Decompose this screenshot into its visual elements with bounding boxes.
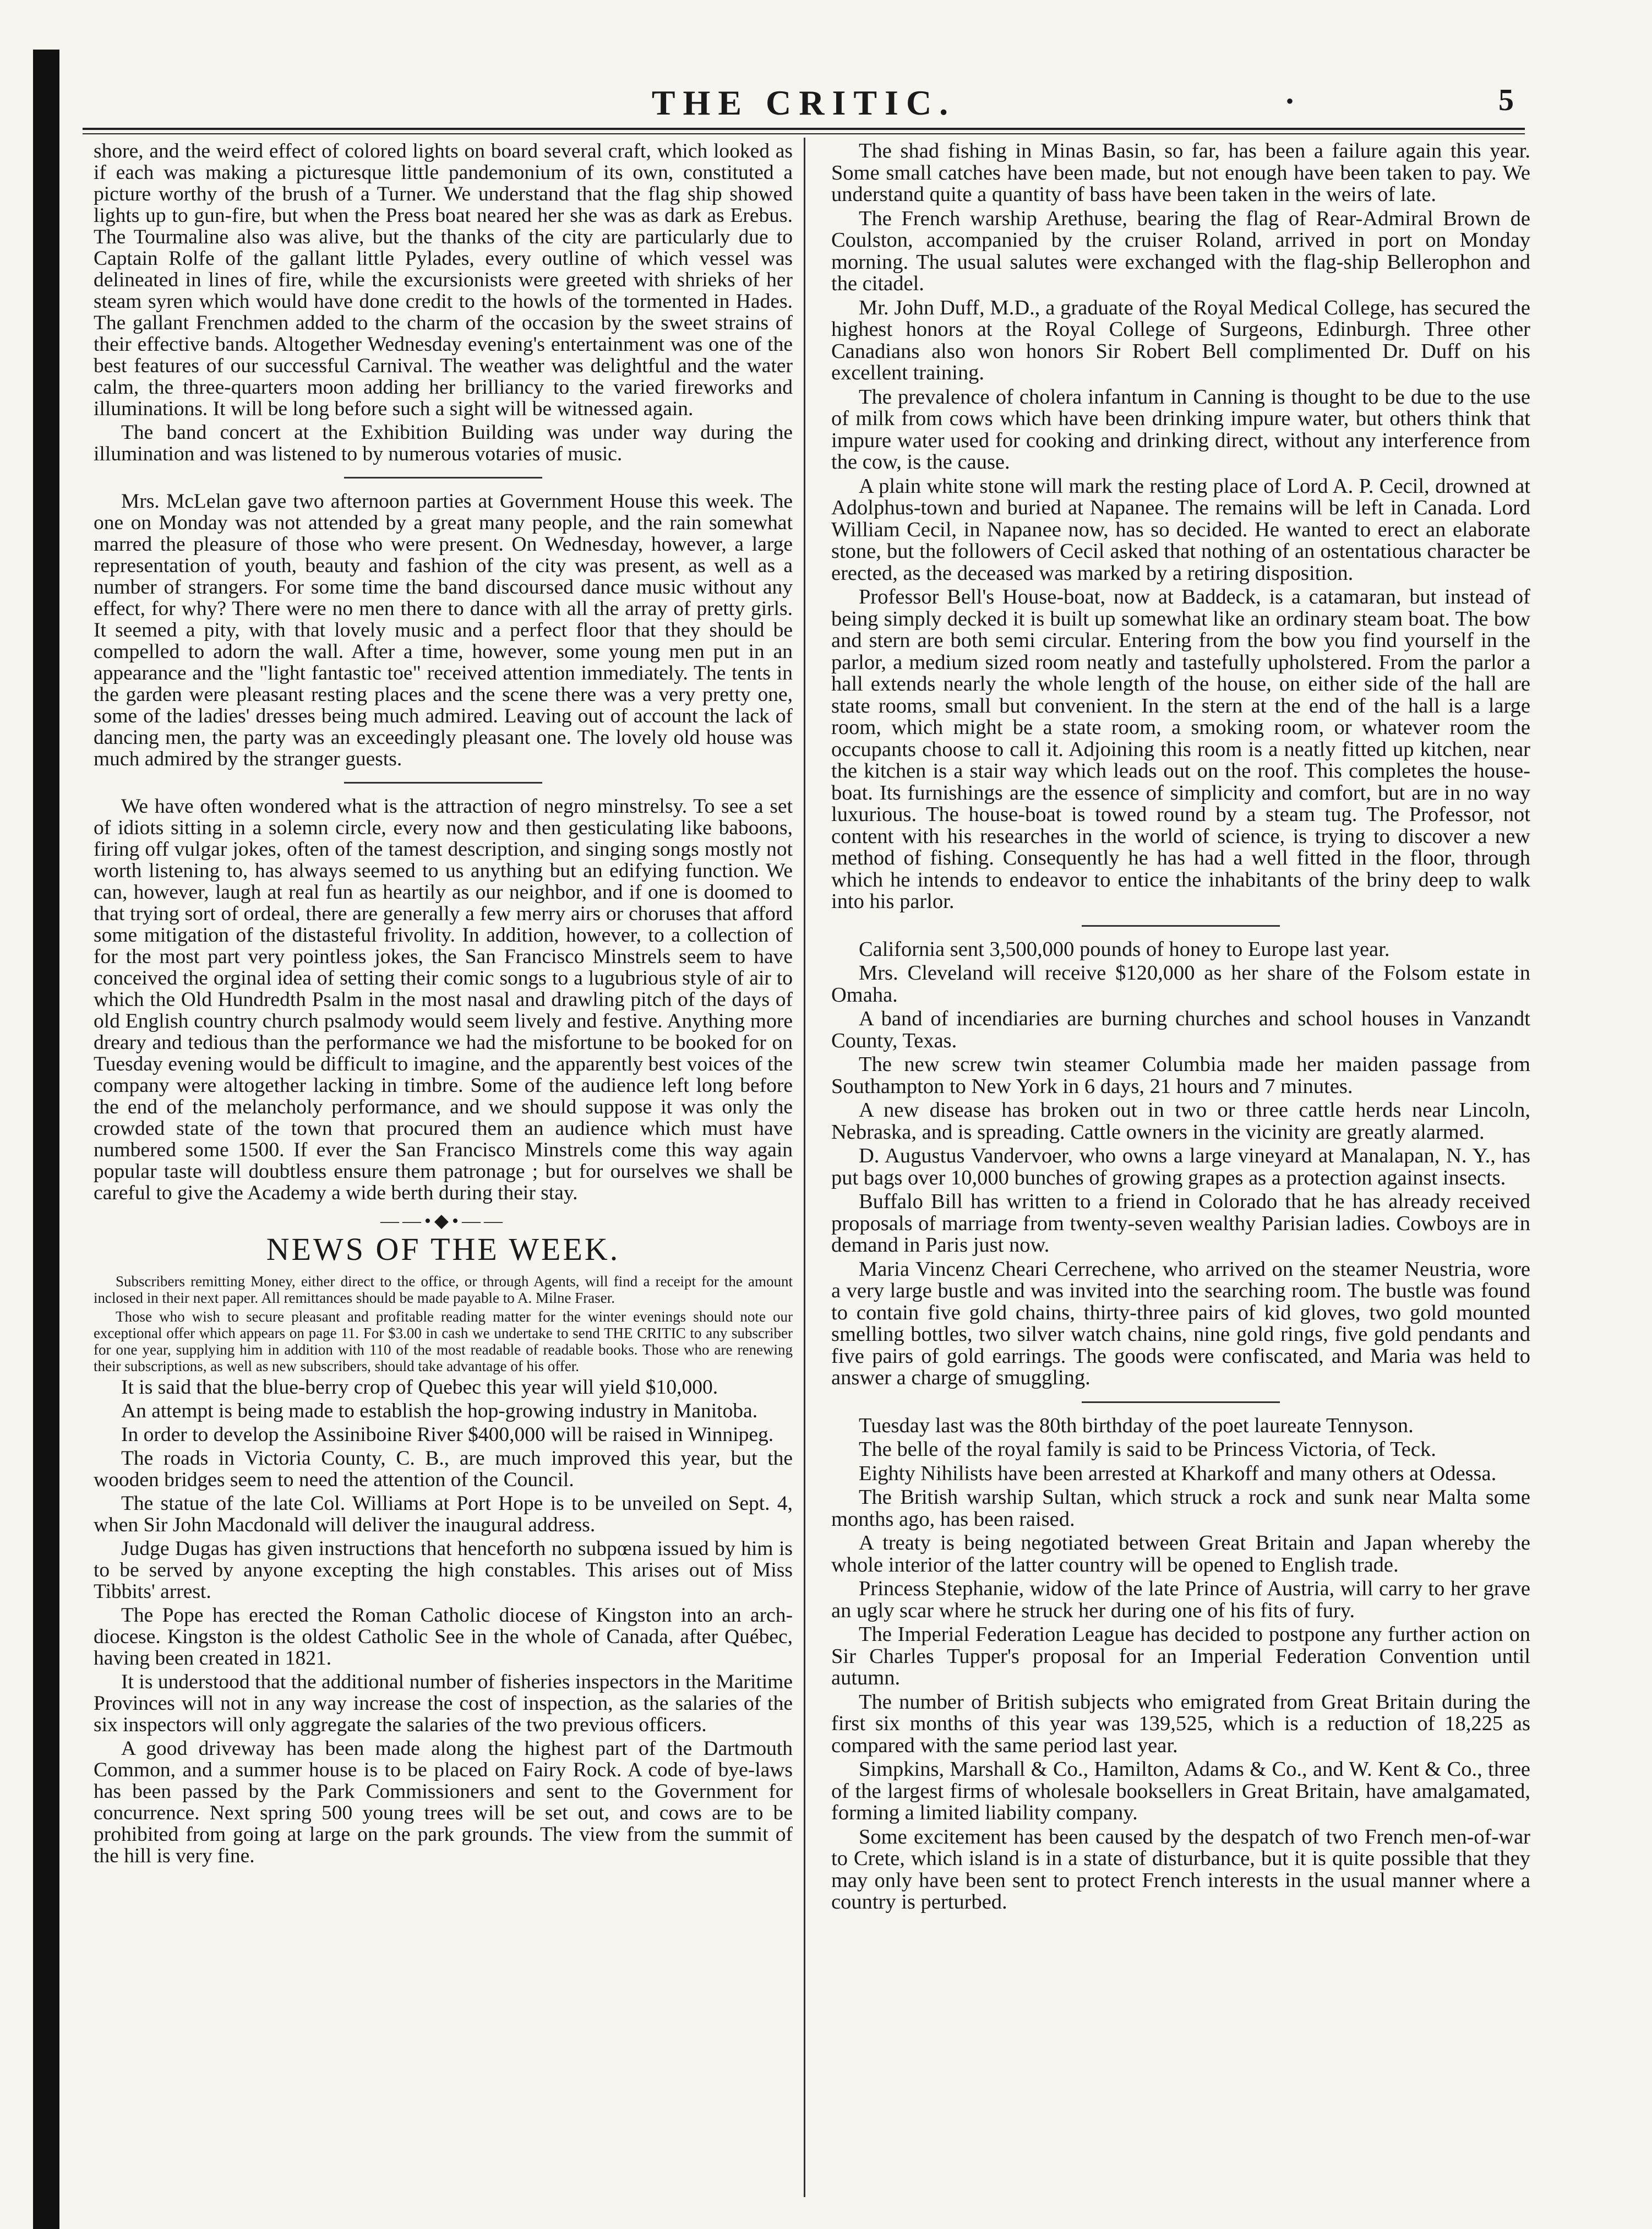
news-item: The Pope has erected the Roman Catholic diocese of Kingston into an arch-diocese. Kingston is the oldest Catholic See in the whole of Canada, after Québec, having been created in 1821. xyxy=(94,1604,793,1670)
news-item: Some excitement has been caused by the despatch of two French men-of-war to Crete, which island is in a state of disturbance, but it is quite possible that they may only have been sent to protect French interests in the usual manner where a country is perturbed. xyxy=(831,1825,1530,1913)
news-item: The new screw twin steamer Columbia made her maiden passage from Southampton to New York in 6 days, 21 hours and 7 minutes. xyxy=(831,1053,1530,1098)
notice-paragraph: Those who wish to secure pleasant and profitable reading matter for the winter evenings should note our exceptional offer which appears on page 11. For $3.00 in cash we undertake to send THE CRITIC to any subscriber for one year, supplying him in addition with 110 of the most readable of readable books. Those who are renewing their subscriptions, as well as new subscribers, should take advantage of his offer. xyxy=(94,1308,793,1374)
section-divider xyxy=(344,782,542,784)
column-divider xyxy=(804,138,805,2197)
news-item: Princess Stephanie, widow of the late Prince of Austria, will carry to her grave an ugly scar where he struck her during one of his fits of fury. xyxy=(831,1577,1530,1622)
news-item: Mr. John Duff, M.D., a graduate of the Royal Medical College, has secured the highest honors at the Royal College of Surgeons, Edinburgh. Three other Canadians also won honors Sir Robert Bell complimented Dr. Duff on his excellent training. xyxy=(831,296,1530,384)
news-item: A treaty is being negotiated between Great Britain and Japan whereby the whole interior of the latter country will be opened to English trade. xyxy=(831,1531,1530,1576)
news-item: In order to develop the Assiniboine River $400,000 will be raised in Winnipeg. xyxy=(121,1423,774,1446)
news-item: A good driveway has been made along the highest part of the Dartmouth Common, and a summer house is to be placed on Fairy Rock. A code of bye-laws has been passed by the Park Commissioners and sent to the Government for concurrence. Next spring 500 young trees will be set out, and cows are to be prohibited from going at large on the park grounds. The view from the summit of the hill is very fine. xyxy=(94,1737,793,1867)
article-paragraph: shore, and the weird effect of colored lights on board several craft, which looked as if each was making a picturesque little pandemonium of its own, constituted a picture worthy of the brush of a Turner. We understand that the flag ship showed lights up to gun-fire, but when the Press boat neared her she was as dark as Erebus. The Tourmaline also was alive, but the thanks of the city are particularly due to Captain Rolfe of the gallant little Pylades, every outline of which vessel was delineated in lines of fire, while the excursionists were greeted with shrieks of her steam syren which would have done credit to the howls of the tormented in Hades. The gallant Frenchmen added to the charm of the occasion by the sweet strains of their effective bands. Altogether Wednesday evening's entertainment was one of the best features of our successful Carnival. The weather was delightful and the water calm, the three-quarters moon adding her brilliancy to the varied fireworks and illuminations. It will be long before such a sight will be witnessed again. xyxy=(94,140,793,420)
news-item: A band of incendiaries are burning churches and school houses in Vanzandt County, Texas. xyxy=(831,1007,1530,1052)
section-divider xyxy=(344,477,542,479)
masthead xyxy=(83,83,1525,132)
news-group xyxy=(831,140,1530,913)
news-item: Buffalo Bill has written to a friend in Colorado that he has already received proposals of marriage from twenty-seven wealthy Parisian ladies. Cowboys are in demand in Paris just now. xyxy=(831,1190,1530,1257)
news-items xyxy=(94,1377,793,1867)
news-item: The roads in Victoria County, C. B., are much improved this year, but the wooden bridges seem to need the attention of the Council. xyxy=(94,1447,793,1491)
scan-edge xyxy=(33,50,59,2229)
page-marker: • xyxy=(1285,89,1294,113)
article-paragraph: The band concert at the Exhibition Building was under way during the illumination and was listened to by numerous votaries of music. xyxy=(94,421,793,465)
news-item: D. Augustus Vandervoer, who owns a large vineyard at Manalapan, N. Y., has put bags over 10,000 bunches of growing grapes as a protection against insects. xyxy=(831,1144,1530,1189)
news-item: An attempt is being made to establish the hop-growing industry in Manitoba. xyxy=(121,1400,758,1422)
news-item: Professor Bell's House-boat, now at Baddeck, is a catamaran, but instead of being simply decked it is built up somewhat like an ordinary steam boat. The bow and stern are both semi circular. Entering from the bow you find yourself in the parlor, a medium sized room neatly and tastefully upholstered. From the parlor a hall extends nearly the whole length of the house, on either side of the hall are state rooms, small but convenient. In the stern at the end of the hall is a large room, which might be a state room, a smoking room, or whatever room the occupants choose to call it. Adjoining this room is a neatly fitted up kitchen, near the kitchen is a stair way which leads out on the roof. This completes the house-boat. Its furnishings are the essence of simplicity and comfort, but are in no way luxurious. The house-boat is towed round by a steam tug. The Professor, not content with his researches in the world of science, is trying to discover a new method of fishing. Consequently he has had a well fitted in the floor, through which he intends to endeavor to entice the inhabitants of the briny deep to walk into his parlor. xyxy=(831,585,1530,913)
news-group xyxy=(831,939,1530,1389)
right-column xyxy=(831,140,1530,2200)
section-divider xyxy=(1082,1401,1280,1403)
article-paragraph: Mrs. McLelan gave two afternoon parties at Government House this week. The one on Monday was not attended by a great many people, and the rain somewhat marred the pleasure of those who were present. On Wednesday, however, a large representation of youth, beauty and fashion of the city was present, as well as a number of strangers. For some time the band discoursed dance music without any effect, for why? There were no men there to dance with all the array of pretty girls. It seemed a pity, with that lovely music and a perfect floor that they should be compelled to adorn the wall. After a time, however, some young men put in an appearance and the "light fantastic toe" received attention immediately. The tents in the garden were pleasant resting places and the scene there was a very pretty one, some of the ladies' dresses being much admired. Leaving out of account the lack of dancing men, the party was an exceedingly pleasant one. The lovely old house was much admired by the stranger guests. xyxy=(94,490,793,770)
news-item: The statue of the late Col. Williams at Port Hope is to be unveiled on Sept. 4, when Sir John Macdonald will deliver the inaugural address. xyxy=(94,1492,793,1536)
news-item: California sent 3,500,000 pounds of honey to Europe last year. xyxy=(859,937,1390,961)
news-item: The British warship Sultan, which struck a rock and sunk near Malta some months ago, has been raised. xyxy=(831,1486,1530,1531)
news-item: Tuesday last was the 80th birthday of the poet laureate Tennyson. xyxy=(859,1413,1414,1437)
masthead-rule xyxy=(83,128,1525,134)
left-column xyxy=(94,140,793,2200)
ornament-divider: ——•◆•—— xyxy=(380,1211,506,1231)
news-item: Maria Vincenz Cheari Cerrechene, who arrived on the steamer Neustria, wore a very large bustle and was invited into the searching room. The bustle was found to contain five gold chains, thirty-three pairs of kid gloves, two gold mounted smelling bottles, two silver watch chains, nine gold rings, five gold pendants and five pairs of gold earrings. The goods were confiscated, and Maria was held to answer a charge of smuggling. xyxy=(831,1257,1530,1389)
news-item: Mrs. Cleveland will receive $120,000 as her share of the Folsom estate in Omaha. xyxy=(831,961,1530,1007)
news-item: The shad fishing in Minas Basin, so far, has been a failure again this year. Some small catches have been made, but not enough have been taken to pay. We understand quite a quantity of bass have been taken in the weirs of late. xyxy=(831,140,1530,206)
section-divider xyxy=(1082,925,1280,927)
notice-paragraph: Subscribers remitting Money, either direct to the office, or through Agents, will find a receipt for the amount inclosed in their next paper. All remittances should be made payable to A. Milne Fraser. xyxy=(94,1273,793,1306)
news-item: It is understood that the additional number of fisheries inspectors in the Maritime Provinces will not in any way increase the cost of inspection, as the salaries of the six inspectors will only aggregate the salaries of the two previous officers. xyxy=(94,1671,793,1736)
newspaper-title: THE CRITIC. xyxy=(651,83,956,122)
news-item: A new disease has broken out in two or three cattle herds near Lincoln, Nebraska, and is spreading. Cattle owners in the vicinity are greatly alarmed. xyxy=(831,1099,1530,1144)
article-paragraph: We have often wondered what is the attraction of negro minstrelsy. To see a set of idiots sitting in a solemn circle, every now and then gesticulating like baboons, firing off vulgar jokes, often of the tamest description, and singing songs mostly not worth listening to, has always seemed to us anything but an edifying function. We can, however, laugh at real fun as heartily as our neighbor, and if one is doomed to that trying sort of ordeal, there are generally a few merry airs or choruses that afford some mitigation of the distasteful frivolity. In addition, however, to a collection of for the most part very pointless jokes, the San Francisco Minstrels seem to have conceived the orginal idea of setting their comic songs to a lugubrious style of air to which the Old Hundredth Psalm in the most nasal and drawling pitch of the days of old English country church psalmody would seem lively and festive. Anything more dreary and tedious than the performance we had the misfortune to be booked for on Tuesday evening would be difficult to imagine, and the apparently best voices of the company were altogether lacking in timbre. Some of the audience left long before the end of the melancholy performance, and we should suppose it was only the crowded state of the town that procured them an audience which must have numbered some 1500. If ever the San Francisco Minstrels come this way again popular taste will doubtless ensure them patronage ; but for ourselves we shall be careful to give the Academy a wide berth during their stay. xyxy=(94,795,793,1204)
news-item: A plain white stone will mark the resting place of Lord A. P. Cecil, drowned at Adolphus-town and buried at Napanee. The remains will be left in Canada. Lord William Cecil, in Napanee now, has so decided. He wanted to erect an elaborate stone, but the followers of Cecil asked that nothing of an ostentatious character be erected, as the deceased was marked by a retiring disposition. xyxy=(831,474,1530,585)
news-item: The prevalence of cholera infantum in Canning is thought to be due to the use of milk from cows which have been drinking impure water, but others think that impure water used for cooking and drinking direct, without any interference from the cow, is the cause. xyxy=(831,385,1530,474)
news-item: The number of British subjects who emigrated from Great Britain during the first six months of this year was 139,525, which is a reduction of 18,225 as compared with the same period last year. xyxy=(831,1690,1530,1757)
section-heading: NEWS OF THE WEEK. xyxy=(266,1231,620,1267)
news-item: It is said that the blue-berry crop of Quebec this year will yield $10,000. xyxy=(121,1376,718,1399)
news-item: The belle of the royal family is said to be Princess Victoria, of Teck. xyxy=(859,1438,1436,1461)
subscriber-notice xyxy=(94,1273,793,1374)
news-item: Eighty Nihilists have been arrested at Kharkoff and many others at Odessa. xyxy=(859,1461,1497,1485)
page-number: 5 xyxy=(1498,83,1514,117)
news-item: Judge Dugas has given instructions that henceforth no subpœna issued by him is to be served by anyone excepting the high constables. This arises out of Miss Tibbits' arrest. xyxy=(94,1537,793,1603)
news-group xyxy=(831,1415,1530,1913)
news-item: The French warship Arethuse, bearing the flag of Rear-Admiral Brown de Coulston, accompanied by the cruiser Roland, arrived in port on Monday morning. The usual salutes were exchanged with the flag-ship Bellerophon and the citadel. xyxy=(831,206,1530,295)
news-item: Simpkins, Marshall & Co., Hamilton, Adams & Co., and W. Kent & Co., three of the largest firms of wholesale booksellers in Great Britain, have amalgamated, forming a limited liability company. xyxy=(831,1758,1530,1824)
news-item: The Imperial Federation League has decided to postpone any further action on Sir Charles Tupper's proposal for an Imperial Federation Convention until autumn. xyxy=(831,1623,1530,1689)
